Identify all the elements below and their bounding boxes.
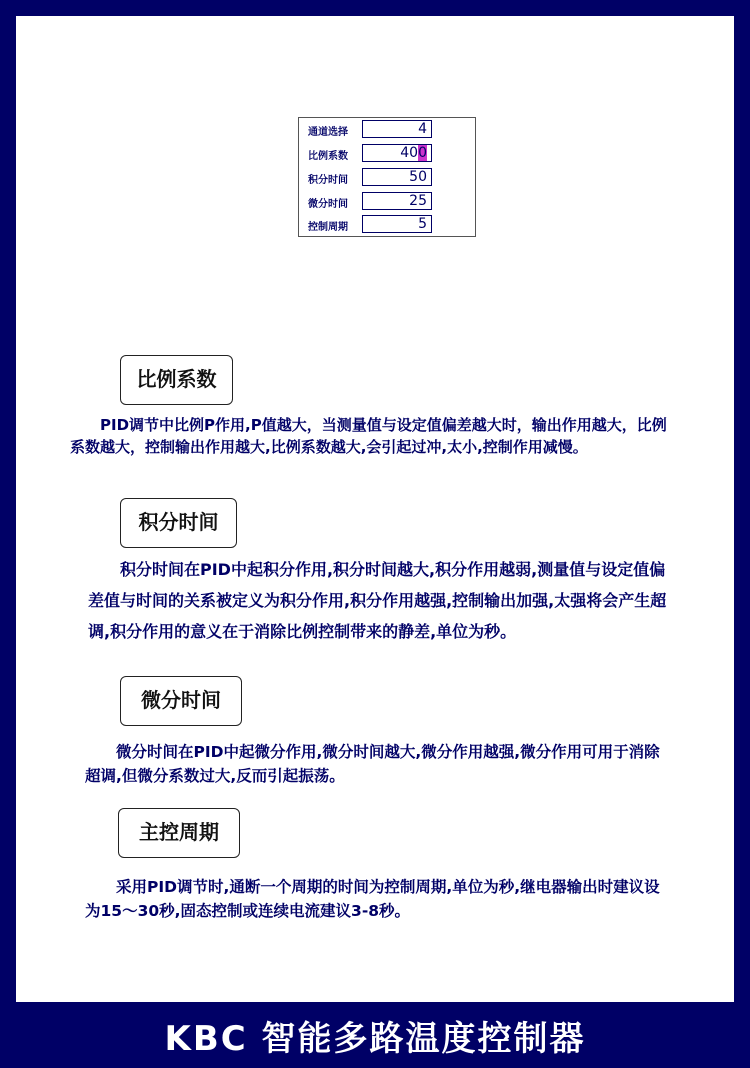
param-row-integral [299,168,475,188]
control-cycle-field[interactable]: 5 [362,215,432,233]
heading-derivative: 微分时间 [120,676,242,726]
proportional-coefficient-field[interactable] [362,144,432,162]
param-row-proportional [299,144,475,164]
edit-cursor-digit: 0 [418,145,427,161]
param-label: 积分时间 [308,175,348,186]
heading-integral: 积分时间 [120,498,237,548]
integral-time-field[interactable]: 50 [362,168,432,186]
param-label: 微分时间 [308,199,348,210]
param-row-cycle [299,215,475,235]
param-row-derivative [299,192,475,212]
field-value: 40 [400,145,419,161]
footer-title: KBC 智能多路温度控制器 [164,1019,586,1059]
param-label: 比例系数 [308,151,348,162]
param-label: 通道选择 [308,127,348,138]
derivative-time-field[interactable]: 25 [362,192,432,210]
paragraph-control-cycle: 采用PID调节时,通断一个周期的时间为控制周期,单位为秒,继电器输出时建议设为15～30秒,固态控制或连续电流建议3-8秒。 [85,878,660,920]
pid-parameter-panel [298,117,476,237]
paragraph-integral: 积分时间在PID中起积分作用,积分时间越大,积分作用越弱,测量值与设定值偏差值与时间的关系被定义为积分作用,积分作用越强,控制输出加强,太强将会产生超调,积分作用的意义在于消除比例控制带来的静差,单位为秒。 [88,560,667,641]
heading-control-cycle: 主控周期 [118,808,240,858]
paragraph-proportional: PID调节中比例P作用,P值越大，当测量值与设定值偏差越大时，输出作用越大，比例系数越大，控制输出作用越大,比例系数越大,会引起过冲,太小,控制作用减慢。 [70,416,667,456]
param-row-channel [299,120,475,140]
param-label: 控制周期 [308,222,348,233]
paragraph-derivative: 微分时间在PID中起微分作用,微分时间越大,微分作用越强,微分作用可用于消除超调,但微分系数过大,反而引起振荡。 [85,743,660,785]
channel-select-field[interactable]: 4 [362,120,432,138]
heading-proportional: 比例系数 [120,355,233,405]
